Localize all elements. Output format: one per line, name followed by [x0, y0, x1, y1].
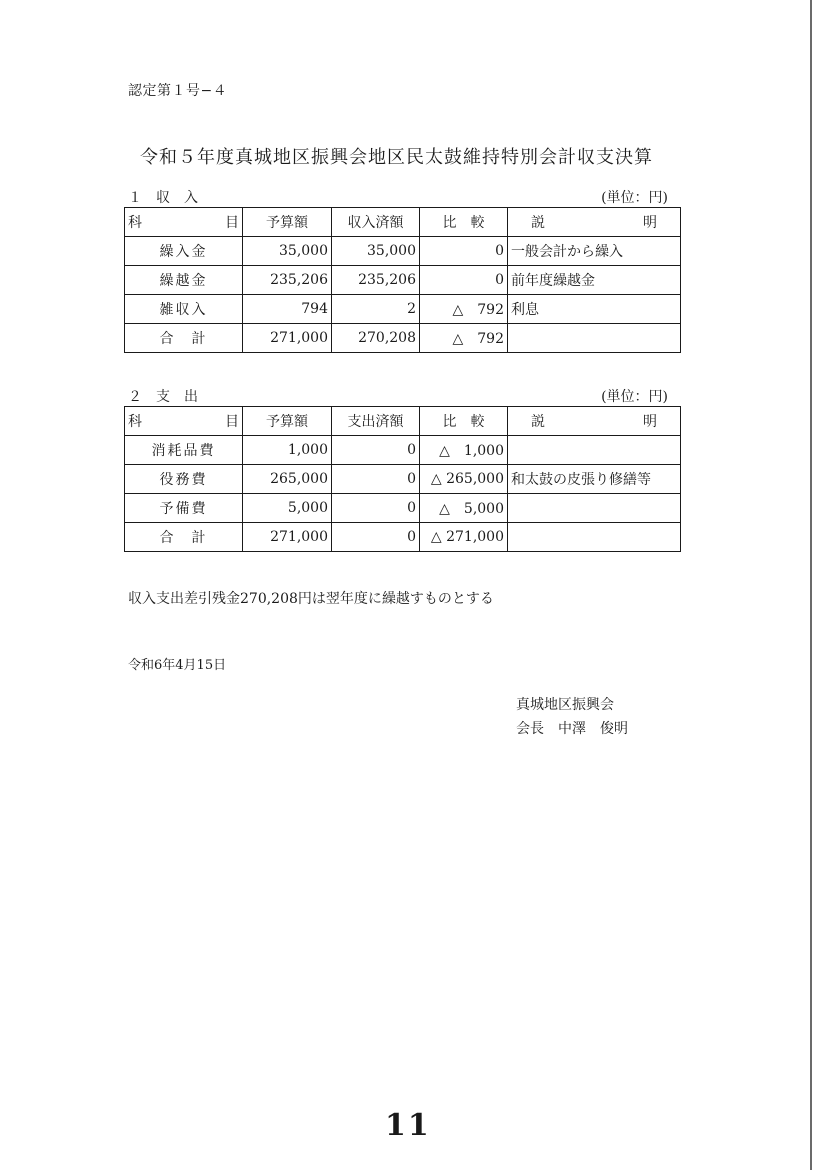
table-row — [125, 295, 681, 324]
row-diff: △ 1,000 — [420, 436, 508, 465]
row-note — [508, 436, 681, 465]
signer-name: 会長 中澤 俊明 — [516, 721, 628, 737]
total-diff: △ 792 — [420, 324, 508, 353]
row-budget: 5,000 — [243, 494, 332, 523]
header-diff: 比 較 — [420, 208, 508, 237]
total-subject: 合 計 — [125, 523, 243, 552]
row-subject: 繰入金 — [125, 237, 243, 266]
header-note: 説 明 — [508, 407, 681, 436]
income-section-header — [128, 187, 668, 207]
table-row — [125, 465, 681, 494]
row-diff: 0 — [420, 266, 508, 295]
row-actual: 0 — [332, 436, 420, 465]
header-note: 説 明 — [508, 208, 681, 237]
row-budget: 1,000 — [243, 436, 332, 465]
row-actual: 0 — [332, 494, 420, 523]
row-budget: 235,206 — [243, 266, 332, 295]
row-note: 和太鼓の皮張り修繕等 — [508, 465, 681, 494]
row-diff: △ 5,000 — [420, 494, 508, 523]
total-budget: 271,000 — [243, 523, 332, 552]
row-diff: △ 792 — [420, 295, 508, 324]
income-section-label: １ 収 入 — [128, 190, 198, 206]
document-id: 認定第１号−４ — [128, 83, 228, 99]
table-row — [125, 266, 681, 295]
total-actual: 270,208 — [332, 324, 420, 353]
document-date: 令和6年4月15日 — [128, 658, 227, 673]
row-diff: △ 265,000 — [420, 465, 508, 494]
organization-name: 真城地区振興会 — [516, 697, 614, 713]
total-subject: 合 計 — [125, 324, 243, 353]
expense-header-row — [125, 407, 681, 436]
header-actual: 収入済額 — [332, 208, 420, 237]
row-budget: 794 — [243, 295, 332, 324]
header-actual: 支出済額 — [332, 407, 420, 436]
total-note — [508, 324, 681, 353]
row-actual: 2 — [332, 295, 420, 324]
expense-unit-label: (単位：円) — [601, 389, 668, 405]
row-note — [508, 494, 681, 523]
expense-table — [124, 406, 681, 552]
row-note: 利息 — [508, 295, 681, 324]
header-subject: 科 目 — [125, 208, 243, 237]
header-budget: 予算額 — [243, 407, 332, 436]
total-actual: 0 — [332, 523, 420, 552]
expense-section-label: ２ 支 出 — [128, 389, 198, 405]
page-edge-line — [810, 0, 812, 1170]
row-subject: 消耗品費 — [125, 436, 243, 465]
row-subject: 予備費 — [125, 494, 243, 523]
table-row — [125, 237, 681, 266]
total-row — [125, 324, 681, 353]
row-note: 前年度繰越金 — [508, 266, 681, 295]
total-budget: 271,000 — [243, 324, 332, 353]
income-unit-label: (単位：円) — [601, 190, 668, 206]
row-subject: 繰越金 — [125, 266, 243, 295]
income-header-row — [125, 208, 681, 237]
page-number: 11 — [385, 1108, 431, 1143]
row-budget: 35,000 — [243, 237, 332, 266]
total-row — [125, 523, 681, 552]
document-title: 令和５年度真城地区振興会地区民太鼓維持特別会計収支決算 — [140, 147, 653, 168]
row-budget: 265,000 — [243, 465, 332, 494]
table-row — [125, 494, 681, 523]
header-budget: 予算額 — [243, 208, 332, 237]
row-subject: 役務費 — [125, 465, 243, 494]
income-table — [124, 207, 681, 353]
row-diff: 0 — [420, 237, 508, 266]
row-subject: 雑収入 — [125, 295, 243, 324]
header-diff: 比 較 — [420, 407, 508, 436]
row-actual: 0 — [332, 465, 420, 494]
row-actual: 35,000 — [332, 237, 420, 266]
row-note: 一般会計から繰入 — [508, 237, 681, 266]
table-row — [125, 436, 681, 465]
total-diff: △ 271,000 — [420, 523, 508, 552]
total-note — [508, 523, 681, 552]
header-subject: 科 目 — [125, 407, 243, 436]
expense-section-header — [128, 386, 668, 406]
balance-remark: 収入支出差引残金270,208円は翌年度に繰越すものとする — [128, 591, 494, 607]
row-actual: 235,206 — [332, 266, 420, 295]
